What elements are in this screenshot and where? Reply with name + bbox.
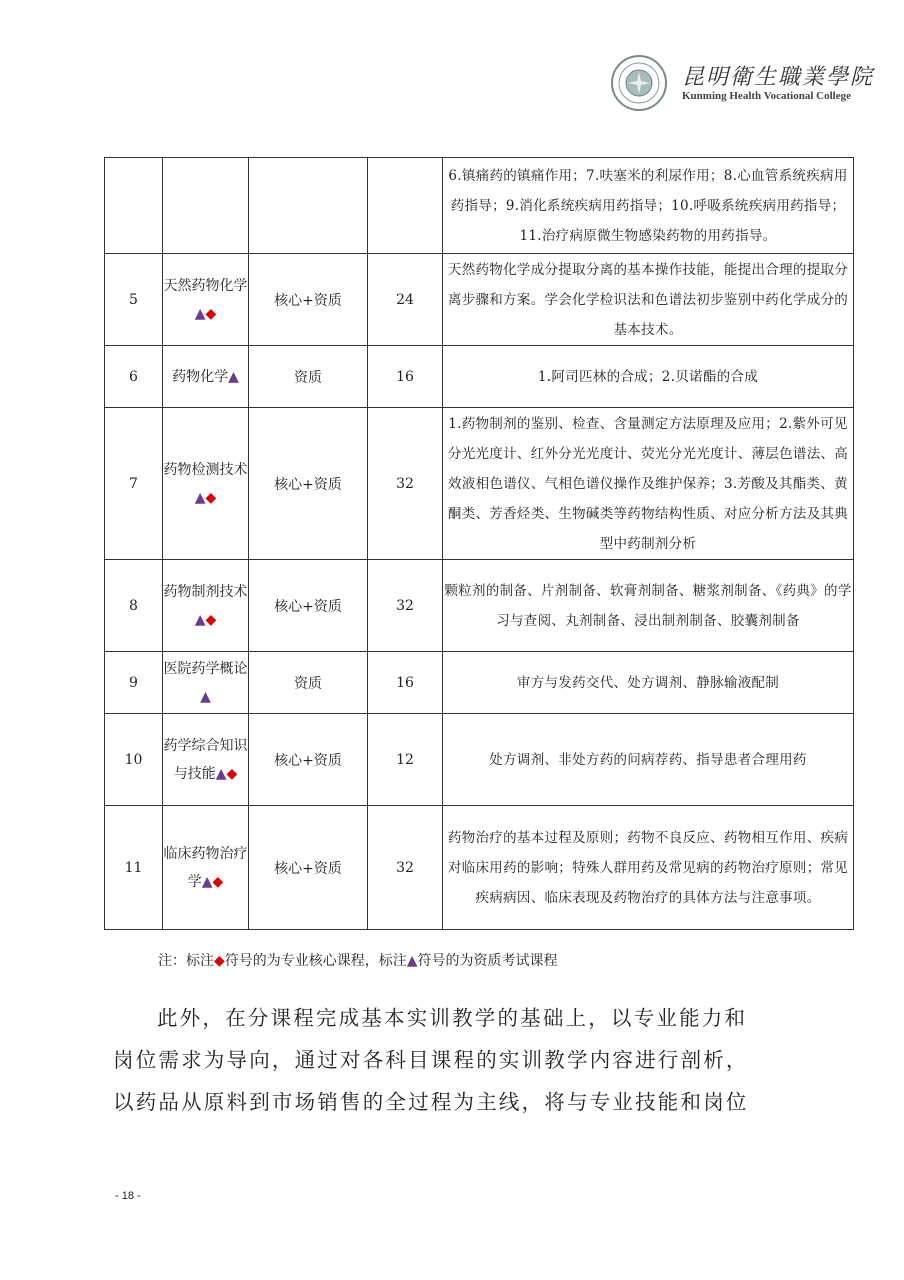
table-row bbox=[105, 714, 854, 806]
course-type: 资质 bbox=[249, 652, 368, 714]
course-content: 1.阿司匹林的合成；2.贝诺酯的合成 bbox=[443, 346, 854, 408]
core-diamond-icon: ◆ bbox=[205, 489, 217, 506]
qualification-triangle-icon: ▲ bbox=[228, 368, 239, 385]
course-hours: 32 bbox=[368, 408, 443, 560]
qualification-triangle-icon: ▲ bbox=[200, 688, 211, 705]
course-name-cell bbox=[163, 652, 249, 714]
course-type bbox=[249, 158, 368, 254]
course-name: 医院药学概论 bbox=[163, 660, 248, 677]
course-name-cell bbox=[163, 254, 249, 346]
course-name-cell bbox=[163, 560, 249, 652]
table-row bbox=[105, 158, 854, 254]
qualification-triangle-icon: ▲ bbox=[406, 953, 418, 969]
row-number: 9 bbox=[105, 652, 163, 714]
core-diamond-icon: ◆ bbox=[214, 953, 225, 969]
note-prefix: 注：标注 bbox=[158, 953, 214, 969]
course-hours: 32 bbox=[368, 806, 443, 930]
course-name: 药学综合知识与技能 bbox=[163, 737, 248, 782]
course-content: 药物治疗的基本过程及原则；药物不良反应、药物相互作用、疾病对临床用药的影响；特殊人群用药及常见病的药物治疗原则；常见疾病病因、临床表现及药物治疗的具体方法与注意事项。 bbox=[443, 806, 854, 930]
course-name: 天然药物化学 bbox=[163, 277, 248, 294]
note-suffix: 符号的为资质考试课程 bbox=[417, 953, 558, 969]
course-name-cell bbox=[163, 346, 249, 408]
table-note bbox=[158, 950, 558, 970]
body-paragraph bbox=[113, 997, 813, 1123]
course-hours: 32 bbox=[368, 560, 443, 652]
course-hours: 16 bbox=[368, 652, 443, 714]
qualification-triangle-icon: ▲ bbox=[194, 305, 206, 322]
page-number: - 18 - bbox=[115, 1190, 141, 1202]
row-number: 8 bbox=[105, 560, 163, 652]
course-hours: 24 bbox=[368, 254, 443, 346]
course-name: 药物检测技术 bbox=[163, 461, 248, 478]
qualification-triangle-icon: ▲ bbox=[201, 873, 213, 890]
core-diamond-icon: ◆ bbox=[226, 765, 238, 782]
course-content: 处方调剂、非处方药的问病荐药、指导患者合理用药 bbox=[443, 714, 854, 806]
core-diamond-icon: ◆ bbox=[205, 611, 217, 628]
course-content: 颗粒剂的制备、片剂制备、软膏剂制备、糖浆剂制备、《药典》的学习与查阅、丸剂制备、浸出制剂制备、胶囊剂制备 bbox=[443, 560, 854, 652]
course-name: 药物化学 bbox=[172, 368, 229, 385]
college-name-en: Kunming Health Vocational College bbox=[682, 90, 851, 102]
core-diamond-icon: ◆ bbox=[205, 305, 217, 322]
course-type: 核心+资质 bbox=[249, 714, 368, 806]
course-hours bbox=[368, 158, 443, 254]
course-name bbox=[163, 158, 249, 254]
row-number: 5 bbox=[105, 254, 163, 346]
course-content: 6.镇痛药的镇痛作用；7.呋塞米的利尿作用；8.心血管系统疾病用药指导；9.消化系统疾病用药指导；10.呼吸系统疾病用药指导；11.治疗病原微生物感染药物的用药指导。 bbox=[443, 158, 854, 254]
qualification-triangle-icon: ▲ bbox=[194, 611, 206, 628]
course-name-cell bbox=[163, 714, 249, 806]
course-type: 核心+资质 bbox=[249, 408, 368, 560]
row-number: 10 bbox=[105, 714, 163, 806]
table-row bbox=[105, 346, 854, 408]
college-header bbox=[604, 48, 874, 118]
row-number bbox=[105, 158, 163, 254]
note-middle: 符号的为专业核心课程，标注 bbox=[224, 953, 407, 969]
course-name-cell bbox=[163, 806, 249, 930]
course-type: 核心+资质 bbox=[249, 560, 368, 652]
row-number: 6 bbox=[105, 346, 163, 408]
paragraph-line: 此外，在分课程完成基本实训教学的基础上，以专业能力和 bbox=[157, 1006, 748, 1030]
course-content: 天然药物化学成分提取分离的基本操作技能，能提出合理的提取分离步骤和方案。学会化学检识法和色谱法初步鉴别中药化学成分的基本技术。 bbox=[443, 254, 854, 346]
table-row bbox=[105, 254, 854, 346]
table-row bbox=[105, 560, 854, 652]
core-diamond-icon: ◆ bbox=[212, 873, 224, 890]
course-type: 核心+资质 bbox=[249, 254, 368, 346]
table-row bbox=[105, 652, 854, 714]
row-number: 11 bbox=[105, 806, 163, 930]
course-name: 药物制剂技术 bbox=[163, 583, 248, 600]
course-name-cell bbox=[163, 408, 249, 560]
college-name-cn: 昆明衛生職業學院 bbox=[682, 65, 875, 90]
paragraph-line: 以药品从原料到市场销售的全过程为主线，将与专业技能和岗位 bbox=[113, 1090, 749, 1114]
qualification-triangle-icon: ▲ bbox=[215, 765, 227, 782]
course-type: 资质 bbox=[249, 346, 368, 408]
course-table bbox=[104, 157, 854, 930]
course-hours: 12 bbox=[368, 714, 443, 806]
course-hours: 16 bbox=[368, 346, 443, 408]
college-seal-logo bbox=[610, 54, 668, 112]
course-content: 审方与发药交代、处方调剂、静脉输液配制 bbox=[443, 652, 854, 714]
paragraph-line: 岗位需求为导向，通过对各科目课程的实训教学内容进行剖析， bbox=[113, 1048, 749, 1072]
course-name: 临床药物治疗学 bbox=[163, 845, 248, 890]
qualification-triangle-icon: ▲ bbox=[194, 489, 206, 506]
course-content: 1.药物制剂的鉴别、检查、含量测定方法原理及应用；2.紫外可见分光光度计、红外分光光度计、荧光分光光度计、薄层色谱法、高效液相色谱仪、气相色谱仪操作及维护保养；3.芳酸及其酯类、黄酮类、芳香烃类、生物碱类等药物结构性质、对应分析方法及其典型中药制剂分析 bbox=[443, 408, 854, 560]
table-row bbox=[105, 408, 854, 560]
row-number: 7 bbox=[105, 408, 163, 560]
table-row bbox=[105, 806, 854, 930]
course-type: 核心+资质 bbox=[249, 806, 368, 930]
